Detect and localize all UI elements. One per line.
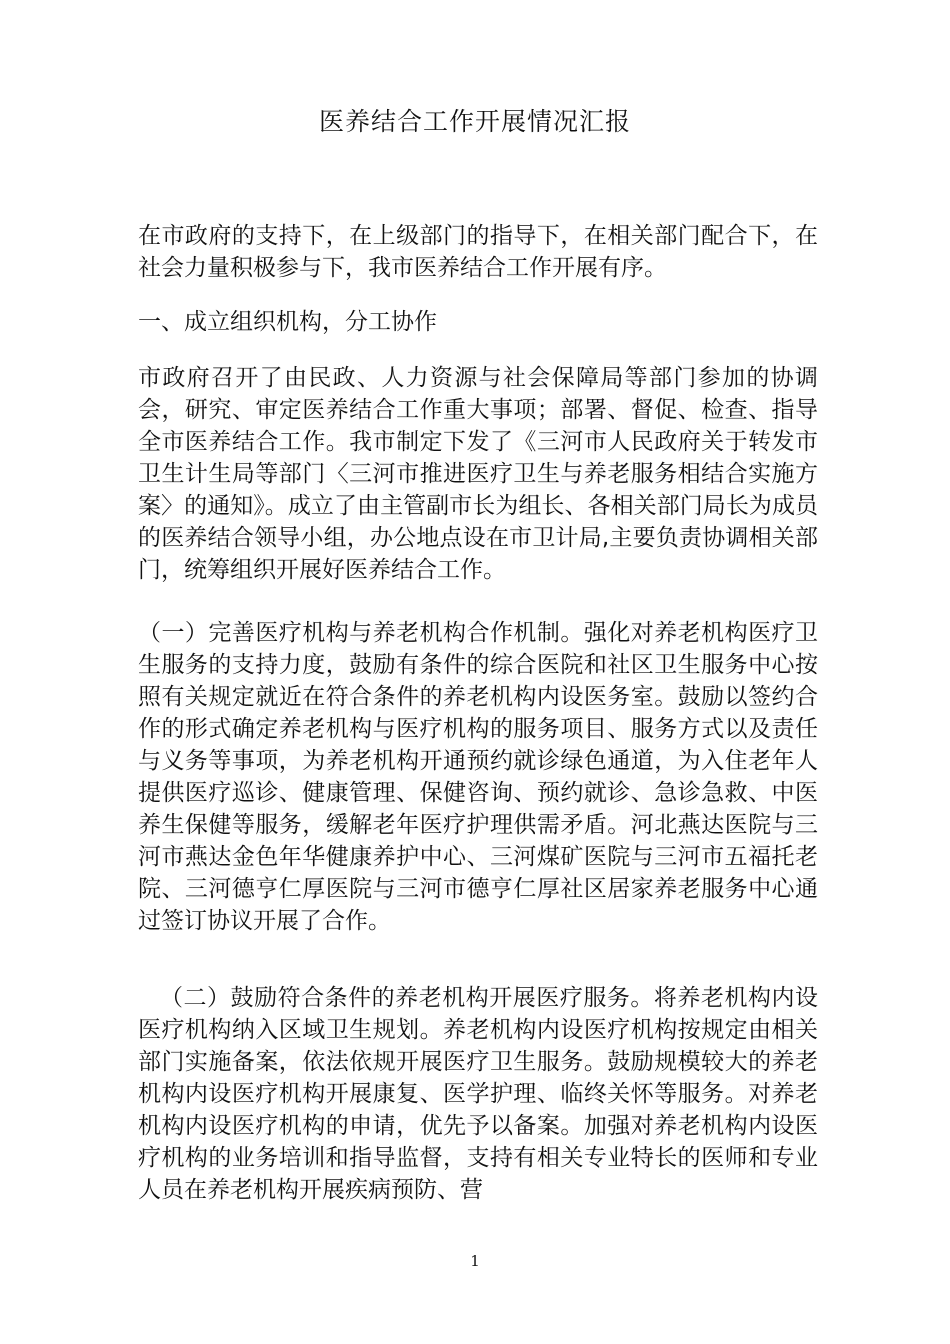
section-heading: 一、成立组织机构，分工协作 (138, 309, 437, 335)
list-item: （一）完善医疗机构与养老机构合作机制。强化对养老机构医疗卫生服务的支持力度，鼓励有条件的综合医院和社区卫生服务中心按照有关规定就近在符合条件的养老机构内设医务室。鼓励以签约合作的形式确定养老机构与医疗机构的服务项目、服务方式以及责任与义务等事项，为养老机构开通预约就诊绿色通道，为入住老年人提供医疗巡诊、健康管理、保健咨询、预约就诊、急诊急救、中医养生保健等服务，缓解老年医疗护理供需矛盾。河北燕达医院与三河市燕达金色年华健康养护中心、三河煤矿医院与三河市五福托老院、三河德亨仁厚医院与三河市德亨仁厚社区居家养老服务中心通过签订协议开展了合作。 (138, 620, 818, 934)
page-number: 1 (470, 1252, 480, 1270)
intro-paragraph: 在市政府的支持下，在上级部门的指导下，在相关部门配合下，在社会力量积极参与下，我市医养结合工作开展有序。 (138, 223, 818, 281)
document-title: 医养结合工作开展情况汇报 (318, 107, 631, 136)
section-paragraph: 市政府召开了由民政、人力资源与社会保障局等部门参加的协调会，研究、审定医养结合工作重大事项；部署、督促、检查、指导全市医养结合工作。我市制定下发了《三河市人民政府关于转发市卫生计生局等部门〈三河市推进医疗卫生与养老服务相结合实施方案〉的通知》。成立了由主管副市长为组长、各相关部门局长为成员的医养结合领导小组，办公地点设在市卫计局,主要负责协调相关部门，统筹组织开展好医养结合工作。 (138, 365, 818, 583)
list-item: （二）鼓励符合条件的养老机构开展医疗服务。将养老机构内设医疗机构纳入区域卫生规划。养老机构内设医疗机构按规定由相关部门实施备案，依法依规开展医疗卫生服务。鼓励规模较大的养老机构内设医疗机构开展康复、医学护理、临终关怀等服务。对养老机构内设医疗机构的申请，优先予以备案。加强对养老机构内设医疗机构的业务培训和指导监督，支持有相关专业特长的医师和专业人员在养老机构开展疾病预防、营 (138, 985, 818, 1203)
